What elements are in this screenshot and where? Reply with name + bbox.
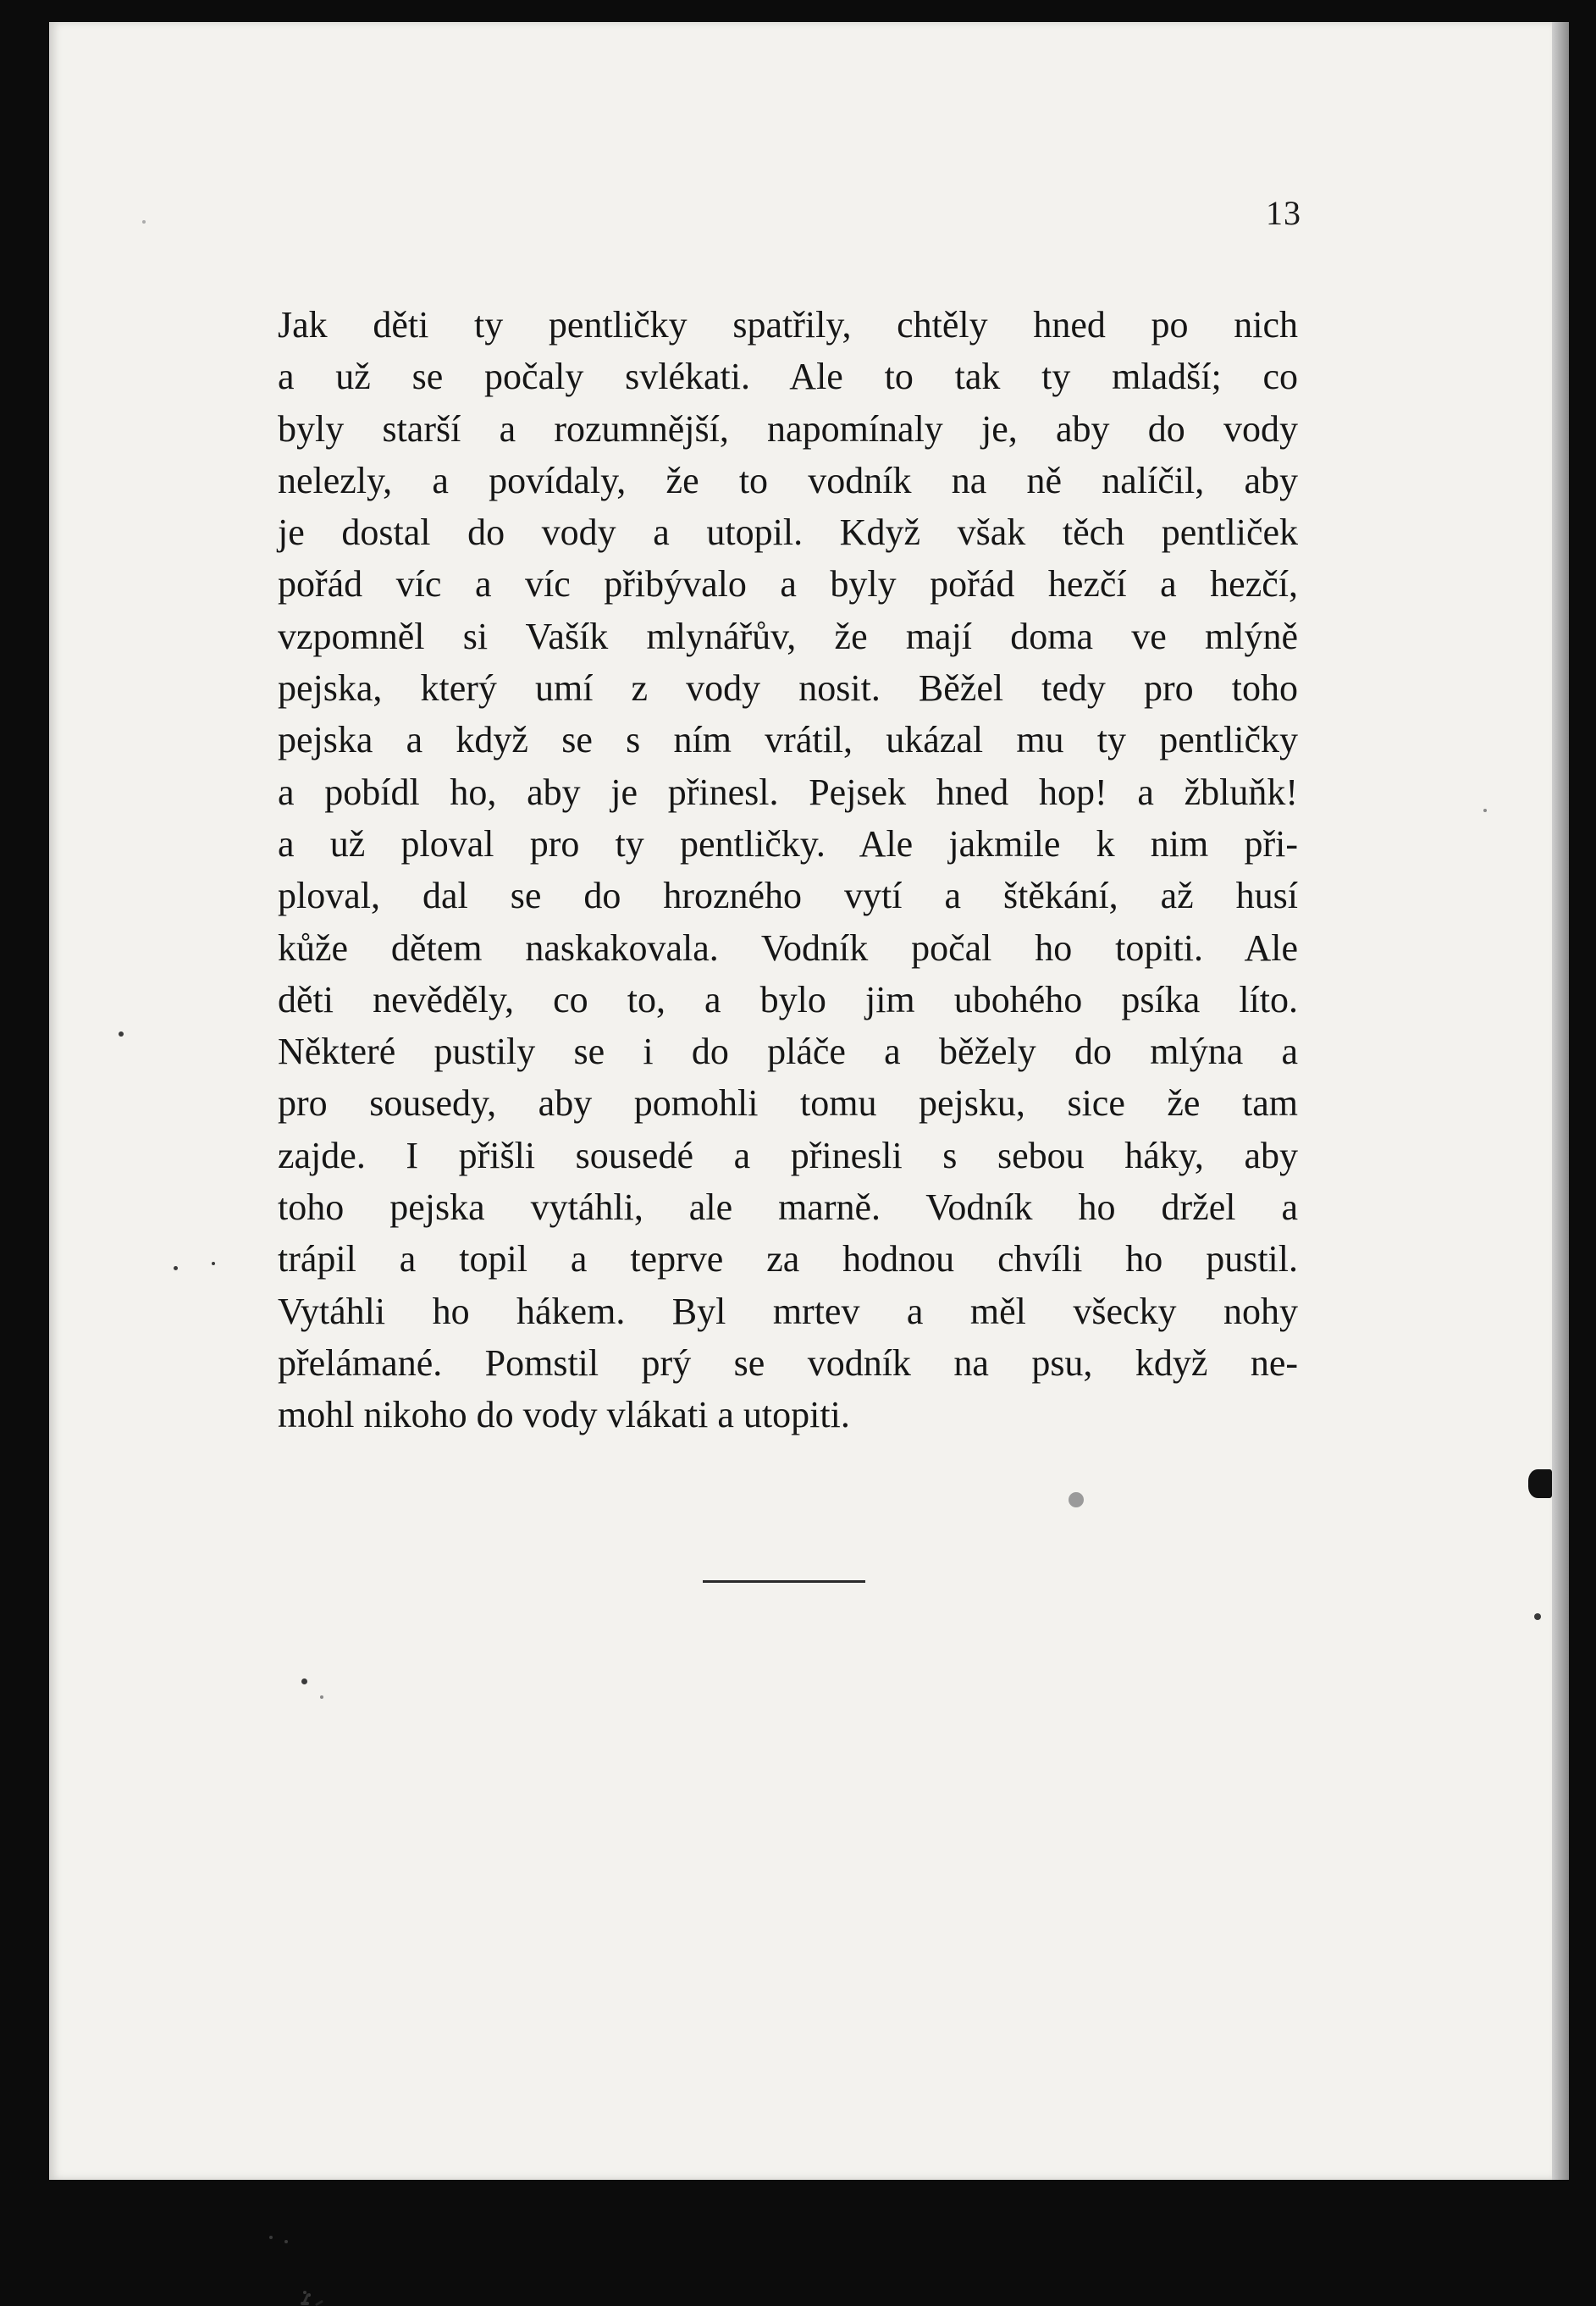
text-line: ploval, dal se do hrozného vytí a štěkání, až husí <box>278 875 1298 917</box>
text-line: a pobídl ho, aby je přinesl. Pejsek hned hop! a žbluňk! <box>278 771 1298 813</box>
scan-speck <box>1069 1492 1084 1507</box>
text-line: kůže dětem naskakovala. Vodník počal ho topiti. Ale <box>278 926 1298 969</box>
text-line: pejska, který umí z vody nosit. Běžel tedy pro toho <box>278 667 1298 710</box>
scan-speck <box>1483 809 1487 812</box>
text-line: Některé pustily se i do pláče a běžely do mlýna a <box>278 1031 1298 1073</box>
scan-speck <box>320 1695 323 1699</box>
text-line: pořád víc a víc přibývalo a byly pořád hezčí a hezčí, <box>278 563 1298 606</box>
text-line: Jak děti ty pentličky spatřily, chtěly hned po nich <box>278 304 1298 346</box>
scan-speck <box>301 1678 307 1684</box>
text-line: byly starší a rozumnější, napomínaly je, aby do vody <box>278 407 1298 450</box>
end-rule <box>703 1580 865 1583</box>
body-text <box>278 299 1298 1441</box>
page-edge-shadow <box>1552 22 1569 2180</box>
scan-speck <box>1528 1469 1552 1498</box>
text-line: přelámané. Pomstil prý se vodník na psu, když ne- <box>278 1341 1298 1384</box>
text-line: nelezly, a povídaly, že to vodník na ně nalíčil, aby <box>278 459 1298 501</box>
scan-speck <box>315 2300 323 2306</box>
text-line: je dostal do vody a utopil. Když však těch pentliček <box>278 512 1298 554</box>
scan-speck <box>269 2236 273 2239</box>
text-line: a už ploval pro ty pentličky. Ale jakmile k nim při- <box>278 822 1298 865</box>
scan-speck <box>284 2240 288 2243</box>
scan-speck <box>142 220 146 224</box>
scan-speck <box>119 1031 124 1037</box>
scan-speck <box>174 1266 178 1270</box>
text-line: děti nevěděly, co to, a bylo jim ubohého psíka líto. <box>278 978 1298 1020</box>
scan-speck <box>1534 1613 1541 1620</box>
text-line: pejska a když se s ním vrátil, ukázal mu ty pentličky <box>278 719 1298 761</box>
text-line: pro sousedy, aby pomohli tomu pejsku, sice že tam <box>278 1082 1298 1125</box>
text-line: mohl nikoho do vody vlákati a utopiti. <box>278 1394 850 1436</box>
text-line: Vytáhli ho hákem. Byl mrtev a měl všecky nohy <box>278 1290 1298 1332</box>
text-line: trápil a topil a teprve za hodnou chvíli ho pustil. <box>278 1238 1298 1280</box>
text-line: vzpomněl si Vašík mlynářův, že mají doma ve mlýně <box>278 615 1298 657</box>
scan-speck <box>212 1262 215 1265</box>
page-number: 13 <box>1266 194 1301 232</box>
text-line: a už se počaly svlékati. Ale to tak ty mladší; co <box>278 356 1298 398</box>
scan-left-border <box>0 0 49 2180</box>
text-line: zajde. I přišli sousedé a přinesli s sebou háky, aby <box>278 1134 1298 1176</box>
text-line: toho pejska vytáhli, ale marně. Vodník ho držel a <box>278 1186 1298 1229</box>
